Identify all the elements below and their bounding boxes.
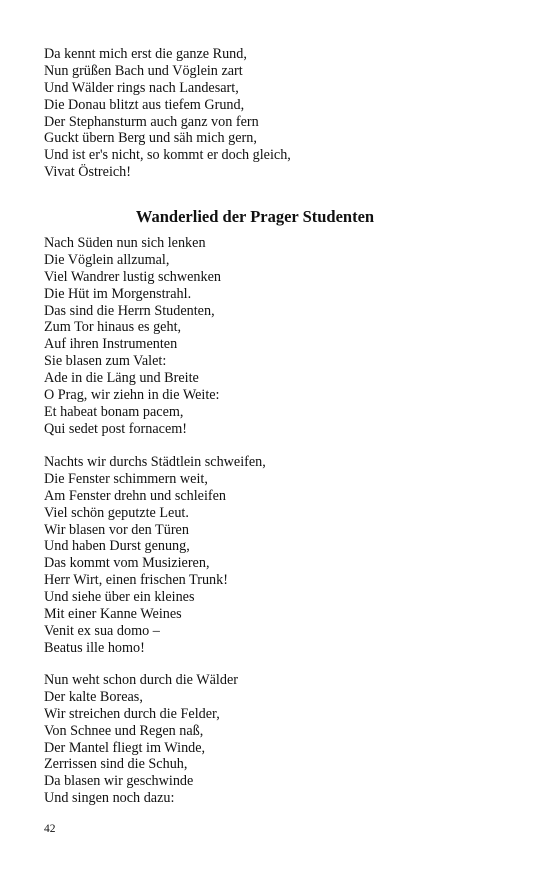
verse-line: Von Schnee und Regen naß, [44, 722, 204, 739]
verse-line: Sie blasen zum Valet: [44, 353, 167, 370]
verse-line: Ade in die Läng und Breite [44, 370, 199, 387]
verse-line: Guckt übern Berg und säh mich gern, [44, 130, 257, 147]
verse-line: Und ist er's nicht, so kommt er doch gleich, [44, 147, 291, 164]
verse-line: Et habeat bonam pacem, [44, 403, 184, 420]
verse-line: Zum Tor hinaus es geht, [44, 319, 182, 336]
verse-line: Mit einer Kanne Weines [44, 606, 182, 623]
verse-line: O Prag, wir ziehn in die Weite: [44, 387, 220, 404]
poem-stanza-2 [44, 454, 266, 657]
verse-line: Und singen noch dazu: [44, 790, 175, 807]
verse-line: Das sind die Herrn Studenten, [44, 302, 215, 319]
previous-poem-stanza [44, 46, 291, 181]
verse-line: Die Fenster schimmern weit, [44, 470, 208, 487]
poem-stanza-3 [44, 672, 238, 807]
verse-line: Zerrissen sind die Schuh, [44, 756, 188, 773]
verse-line: Nach Süden nun sich lenken [44, 235, 206, 251]
verse-line: Der kalte Boreas, [44, 688, 143, 705]
verse-line: Der Mantel fliegt im Winde, [44, 739, 206, 756]
verse-line: Und siehe über ein kleines [44, 589, 195, 606]
verse-line: Auf ihren Instrumenten [44, 336, 178, 353]
verse-line: Nachts wir durchs Städtlein schweifen, [44, 454, 266, 470]
verse-line: Viel Wandrer lustig schwenken [44, 268, 222, 285]
verse-line: Die Vöglein allzumal, [44, 251, 170, 268]
verse-line: Viel schön geputzte Leut. [44, 504, 189, 521]
verse-line: Die Hüt im Morgenstrahl. [44, 285, 192, 302]
verse-line: Wir streichen durch die Felder, [44, 705, 220, 722]
verse-line: Nun weht schon durch die Wälder [44, 672, 238, 688]
verse-line: Das kommt vom Musizieren, [44, 555, 210, 572]
verse-line: Wir blasen vor den Türen [44, 521, 189, 538]
verse-line: Da kennt mich erst die ganze Rund, [44, 46, 247, 62]
verse-line: Der Stephansturm auch ganz von fern [44, 113, 259, 130]
verse-line: Venit ex sua domo – [44, 622, 160, 639]
verse-line: Da blasen wir geschwinde [44, 773, 194, 790]
verse-line: Die Donau blitzt aus tiefem Grund, [44, 96, 245, 113]
verse-line: Beatus ille homo! [44, 639, 145, 656]
verse-line: Nun grüßen Bach und Vöglein zart [44, 62, 243, 79]
verse-line: Herr Wirt, einen frischen Trunk! [44, 572, 228, 589]
verse-line: Am Fenster drehn und schleifen [44, 487, 227, 504]
poem-title-text: Wanderlied der Prager Studenten [135, 207, 375, 226]
verse-line: Und Wälder rings nach Landesart, [44, 79, 239, 96]
page-number: 42 [44, 823, 56, 835]
poem-title [0, 207, 550, 227]
verse-line: Und haben Durst genung, [44, 538, 190, 555]
verse-line: Vivat Östreich! [44, 164, 132, 181]
verse-line: Qui sedet post fornacem! [44, 420, 188, 437]
poem-stanza-1 [44, 235, 221, 438]
